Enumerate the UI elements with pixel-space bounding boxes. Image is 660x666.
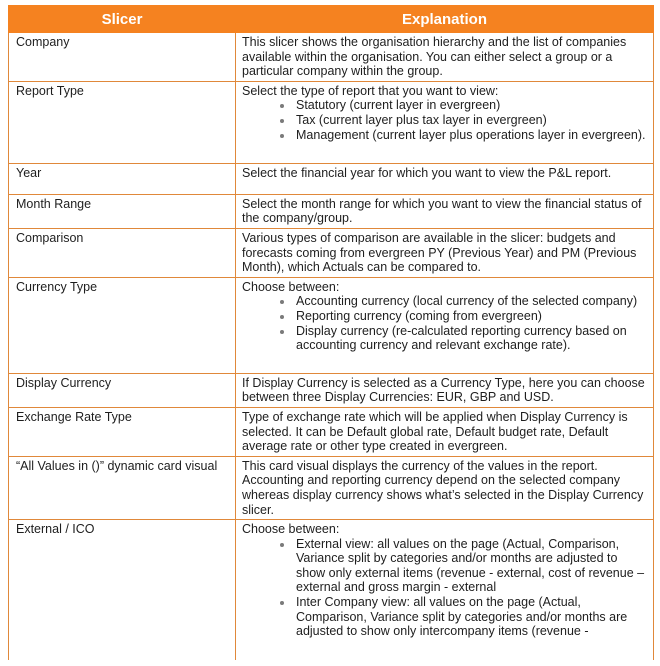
bullet-list <box>242 537 647 639</box>
slicer-name: Month Range <box>9 194 236 228</box>
table-header-row <box>9 6 654 33</box>
list-item: • Reporting currency (coming from evergreen) <box>294 309 647 324</box>
list-item: • Statutory (current layer in evergreen) <box>294 98 647 113</box>
slicer-explanation: Various types of comparison are available in the slicer: budgets and forecasts coming from evergreen PY (Previous Year) and PM (Previous Month), which Actuals can be compared to. <box>236 228 654 277</box>
table-row <box>9 33 654 82</box>
slicer-name: Comparison <box>9 228 236 277</box>
list-item: • External view: all values on the page (Actual, Comparison, Variance split by categories and/or months are adjusted to show only external items (revenue - external, cost of revenue – external and gross margin - external <box>294 537 647 595</box>
slicer-documentation <box>8 5 653 660</box>
header-explanation: Explanation <box>236 6 654 33</box>
bullet-list <box>242 98 647 142</box>
list-item: • Management (current layer plus operations layer in evergreen). <box>294 128 647 143</box>
table-row <box>9 228 654 277</box>
slicer-name: Company <box>9 33 236 82</box>
table-row <box>9 81 654 163</box>
slicer-name: “All Values in ()” dynamic card visual <box>9 456 236 519</box>
table-row <box>9 163 654 194</box>
table-row <box>9 373 654 407</box>
slicer-explanation: Choose between: • Accounting currency (local currency of the selected company) • Reporting currency (coming from evergreen) • Display currency (re-calculated reporting currency based on accounting currency and relevant exchange rate). <box>236 277 654 373</box>
table-row <box>9 456 654 519</box>
slicer-explanation: Select the type of report that you want to view: • Statutory (current layer in evergreen) • Tax (current layer plus tax layer in evergreen) • Management (current layer plus operations layer in evergreen). <box>236 81 654 163</box>
slicer-name: Currency Type <box>9 277 236 373</box>
slicer-explanation: Select the month range for which you want to view the financial status of the company/group. <box>236 194 654 228</box>
header-slicer: Slicer <box>9 6 236 33</box>
slicer-name: Display Currency <box>9 373 236 407</box>
slicer-explanation: This slicer shows the organisation hierarchy and the list of companies available within the organisation. You can either select a group or a particular company within the group. <box>236 33 654 82</box>
slicer-explanation: Type of exchange rate which will be applied when Display Currency is selected. It can be Default global rate, Default budget rate, Default average rate or other type created in evergreen. <box>236 407 654 456</box>
slicer-name: Report Type <box>9 81 236 163</box>
slicer-explanation: This card visual displays the currency of the values in the report. Accounting and reporting currency depend on the selected company whereas display currency shows what’s selected in the Display Currency slicer. <box>236 456 654 519</box>
slicer-explanation: Choose between: • External view: all values on the page (Actual, Comparison, Variance split by categories and/or months are adjusted to show only external items (revenue - external, cost of revenue – external and gross margin - external • Inter Company view: all values on the page (Actual, Comparison, Variance split by categories and/or months are adjusted to show only intercompany items (revenue - <box>236 520 654 660</box>
slicer-name: External / ICO <box>9 520 236 660</box>
list-item: • Tax (current layer plus tax layer in evergreen) <box>294 113 647 128</box>
slicer-table <box>8 5 654 660</box>
slicer-explanation: If Display Currency is selected as a Currency Type, here you can choose between three Display Currencies: EUR, GBP and USD. <box>236 373 654 407</box>
list-item: • Accounting currency (local currency of the selected company) <box>294 294 647 309</box>
slicer-name: Year <box>9 163 236 194</box>
table-row <box>9 194 654 228</box>
list-item: • Display currency (re-calculated reporting currency based on accounting currency and relevant exchange rate). <box>294 324 647 353</box>
slicer-explanation: Select the financial year for which you want to view the P&L report. <box>236 163 654 194</box>
slicer-name: Exchange Rate Type <box>9 407 236 456</box>
table-row <box>9 520 654 660</box>
bullet-list <box>242 294 647 352</box>
table-row <box>9 277 654 373</box>
list-item: • Inter Company view: all values on the page (Actual, Comparison, Variance split by categories and/or months are adjusted to show only intercompany items (revenue - <box>294 595 647 639</box>
table-row <box>9 407 654 456</box>
